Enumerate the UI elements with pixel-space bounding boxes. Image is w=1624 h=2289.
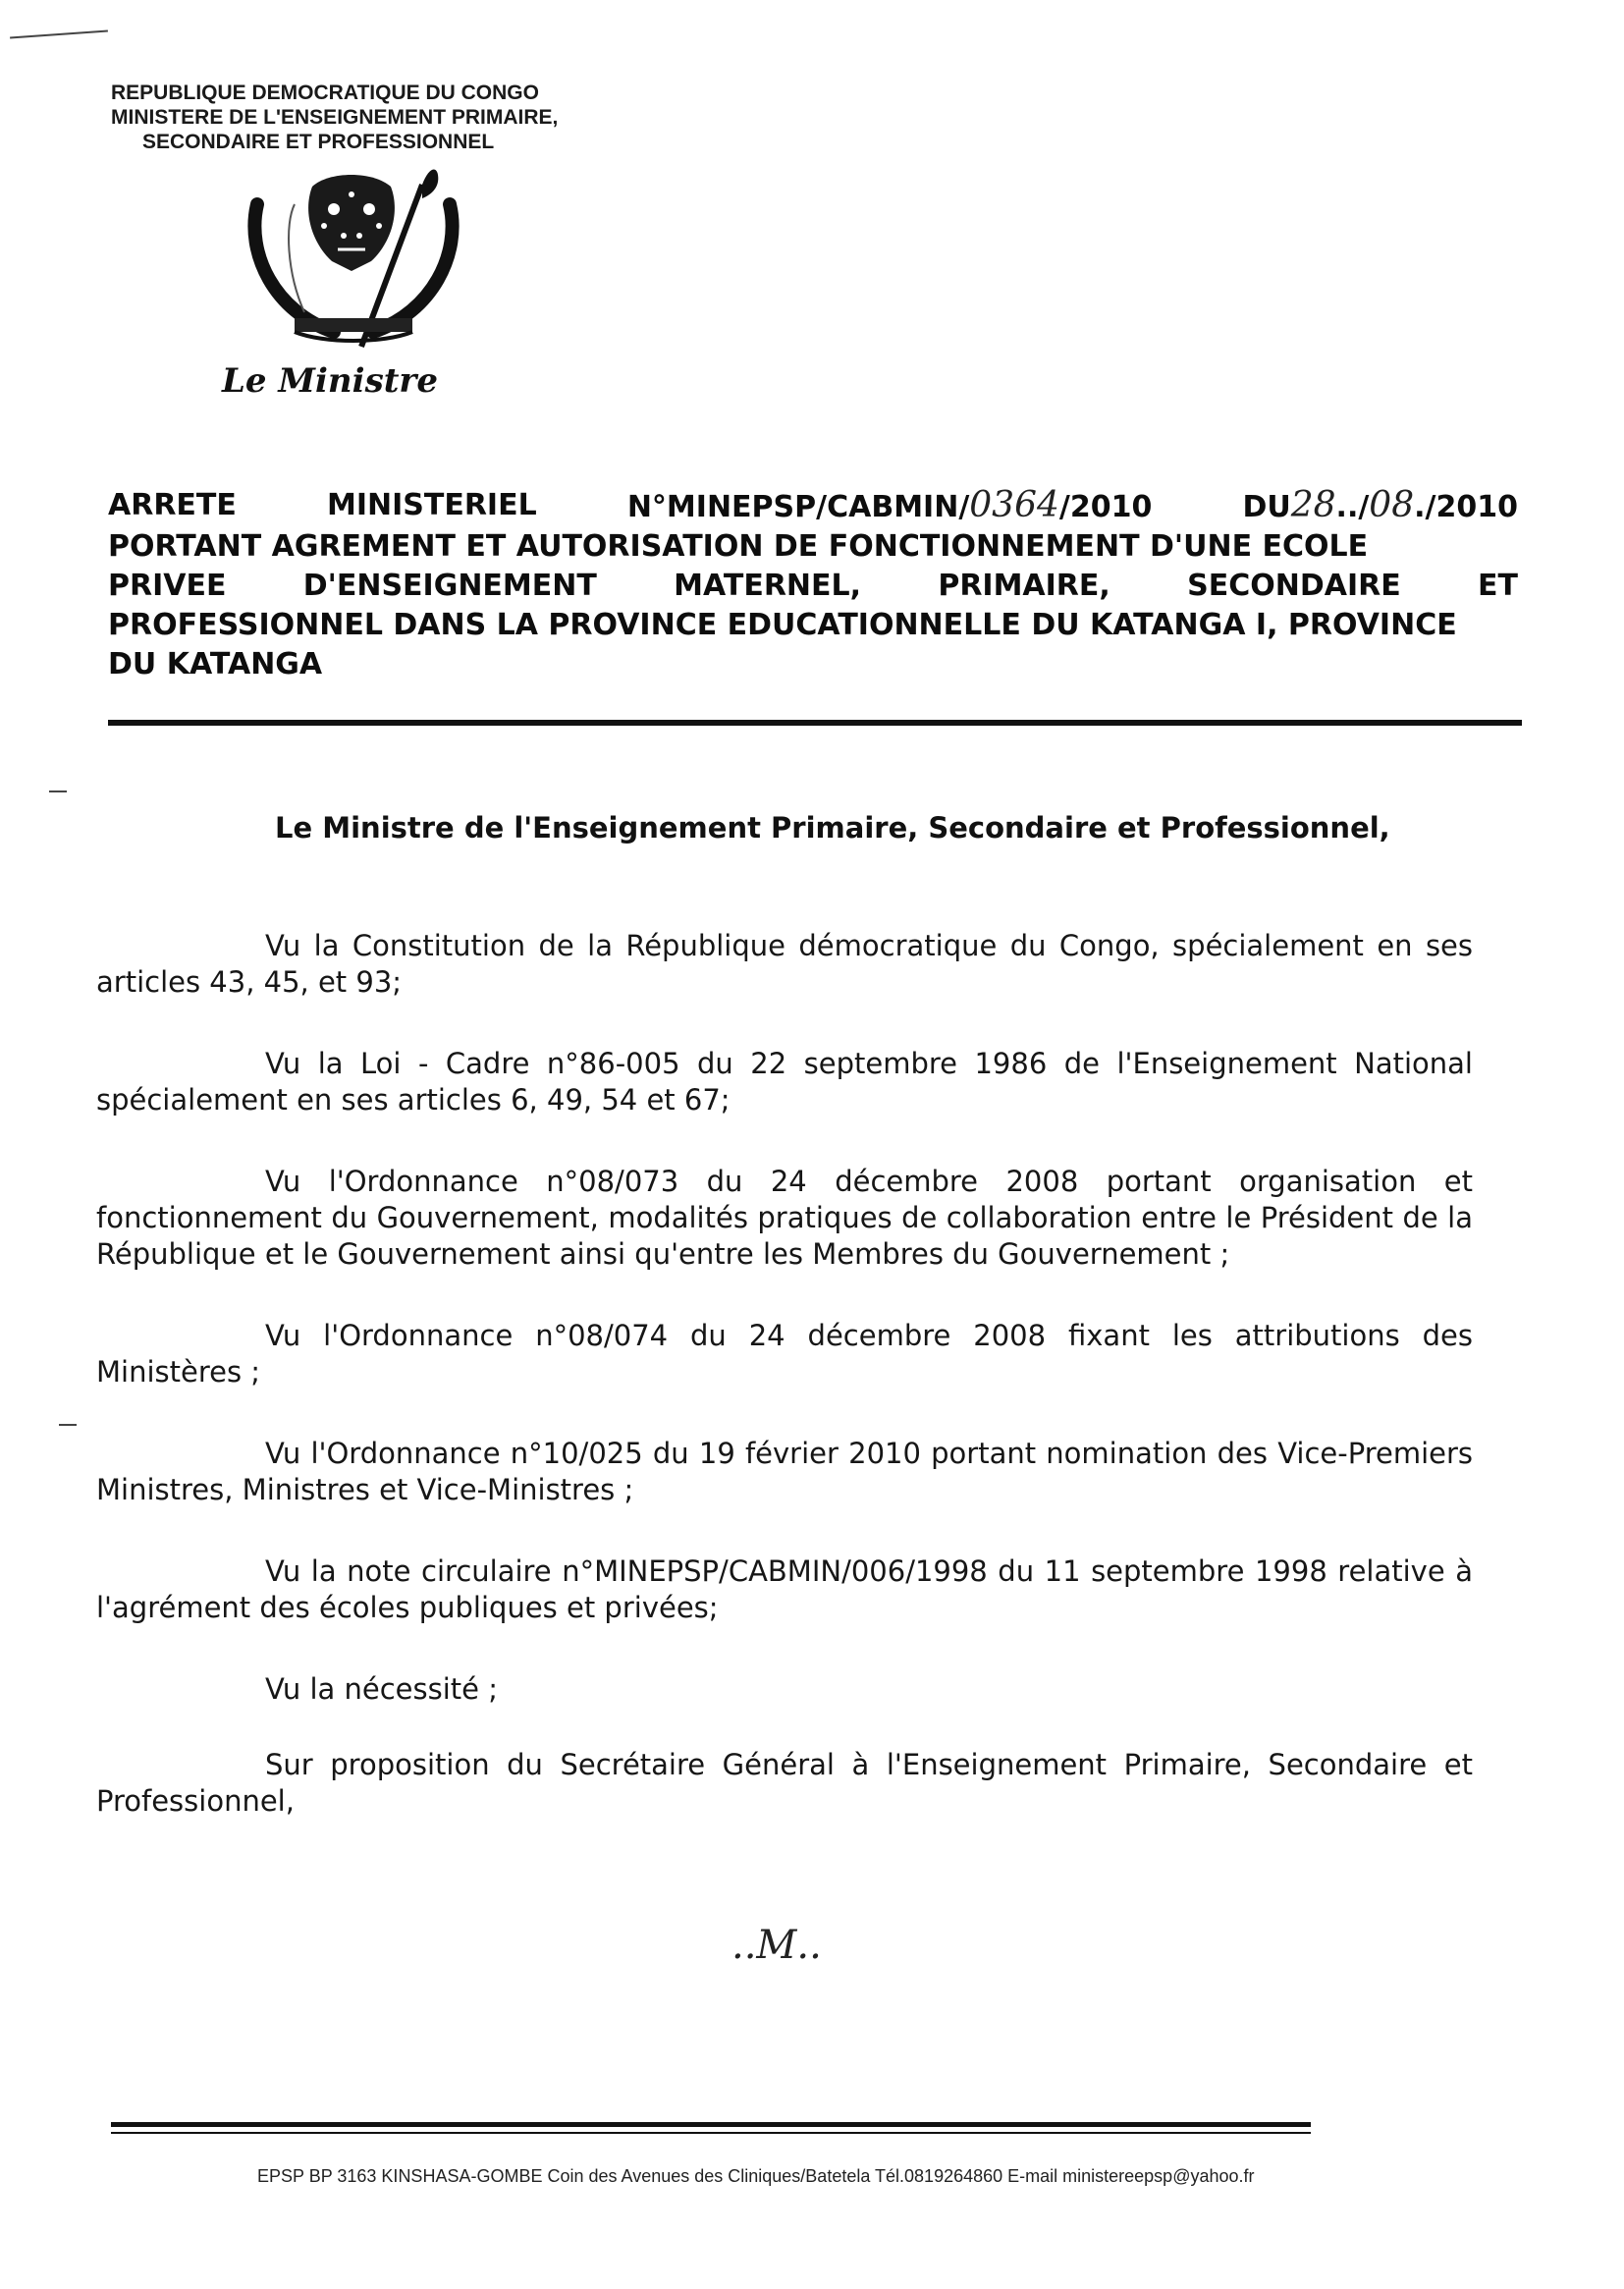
footer-contact: EPSP BP 3163 KINSHASA-GOMBE Coin des Avenues des Cliniques/Batetela Tél.0819264860 E-mail ministereepsp@yahoo.fr (257, 2166, 1255, 2186)
decree-title-line: PROFESSIONNEL DANS LA PROVINCE EDUCATIONNELLE DU KATANGA I, PROVINCE (108, 608, 1457, 642)
decree-title-line: PORTANT AGREMENT ET AUTORISATION DE FONCTIONNEMENT D'UNE ECOLE (108, 529, 1369, 564)
minister-signature-title: Le Ministre (222, 361, 438, 401)
preamble-paragraph: Vu l'Ordonnance n°08/074 du 24 décembre 2008 fixant les attributions des Ministères ; (96, 1319, 1473, 1389)
preamble-paragraph: Vu la note circulaire n°MINEPSP/CABMIN/006/1998 du 11 septembre 1998 relative à l'agrément des écoles publiques et privées; (96, 1554, 1473, 1624)
decree-reference: N°MINEPSP/CABMIN/0364/2010 (626, 485, 1153, 525)
preamble-paragraph: Vu la nécessité ; (265, 1672, 498, 1706)
scan-mark (10, 30, 108, 39)
footer-divider (111, 2132, 1311, 2134)
letterhead-ministry-cont: SECONDAIRE ET PROFESSIONNEL (142, 131, 495, 153)
title-word: D'ENSEIGNEMENT (302, 569, 597, 603)
scan-mark (59, 1424, 77, 1426)
title-word: MINISTERIEL (326, 488, 537, 522)
title-word: PRIMAIRE, (938, 569, 1110, 603)
decree-title (108, 486, 1518, 684)
coat-of-arms-icon (236, 165, 471, 352)
title-word: ET (1477, 569, 1518, 603)
title-word: SECONDAIRE (1187, 569, 1401, 603)
decree-preamble (96, 928, 1473, 1865)
letterhead-country: REPUBLIQUE DEMOCRATIQUE DU CONGO (111, 82, 539, 104)
decree-title-line (108, 567, 1518, 606)
title-divider (108, 720, 1522, 726)
letterhead-ministry: MINISTERE DE L'ENSEIGNEMENT PRIMAIRE, (111, 106, 559, 129)
minister-heading: Le Ministre de l'Enseignement Primaire, Secondaire et Professionnel, (275, 811, 1390, 845)
preamble-paragraph: Vu la Loi - Cadre n°86-005 du 22 septembre 1986 de l'Enseignement National spécialement en ses articles 6, 49, 54 et 67; (96, 1047, 1473, 1117)
title-word: PRIVEE (108, 569, 227, 603)
footer-divider (111, 2122, 1311, 2127)
scan-mark (49, 790, 67, 792)
preamble-paragraph: Vu l'Ordonnance n°10/025 du 19 février 2010 portant nomination des Vice-Premiers Ministres, Ministres et Vice-Ministres ; (96, 1437, 1473, 1506)
handwritten-number: 0364 (969, 485, 1059, 525)
letterhead (111, 81, 558, 154)
title-word: MATERNEL, (674, 569, 862, 603)
decree-title-line: DU KATANGA (108, 647, 323, 681)
handwritten-month: 08 (1369, 485, 1415, 525)
preamble-paragraph: Sur proposition du Secrétaire Général à l'Enseignement Primaire, Secondaire et Professionnel, (96, 1748, 1473, 1818)
preamble-paragraph: Vu la Constitution de la République démocratique du Congo, spécialement en ses articles 43, 45, et 93; (96, 929, 1473, 999)
handwritten-day: 28 (1290, 485, 1336, 525)
title-word: ARRETE (108, 488, 237, 522)
decree-title-line (108, 486, 1518, 527)
page-initials: ..M.. (731, 1923, 822, 1968)
preamble-paragraph: Vu l'Ordonnance n°08/073 du 24 décembre 2008 portant organisation et fonctionnement du Gouvernement, modalités pratiques de collaboration entre le Président de la République et le Gouvernement ainsi qu'entre les Membres du Gouvernement ; (96, 1165, 1473, 1271)
decree-date: DU28../08./2010 (1242, 485, 1518, 525)
